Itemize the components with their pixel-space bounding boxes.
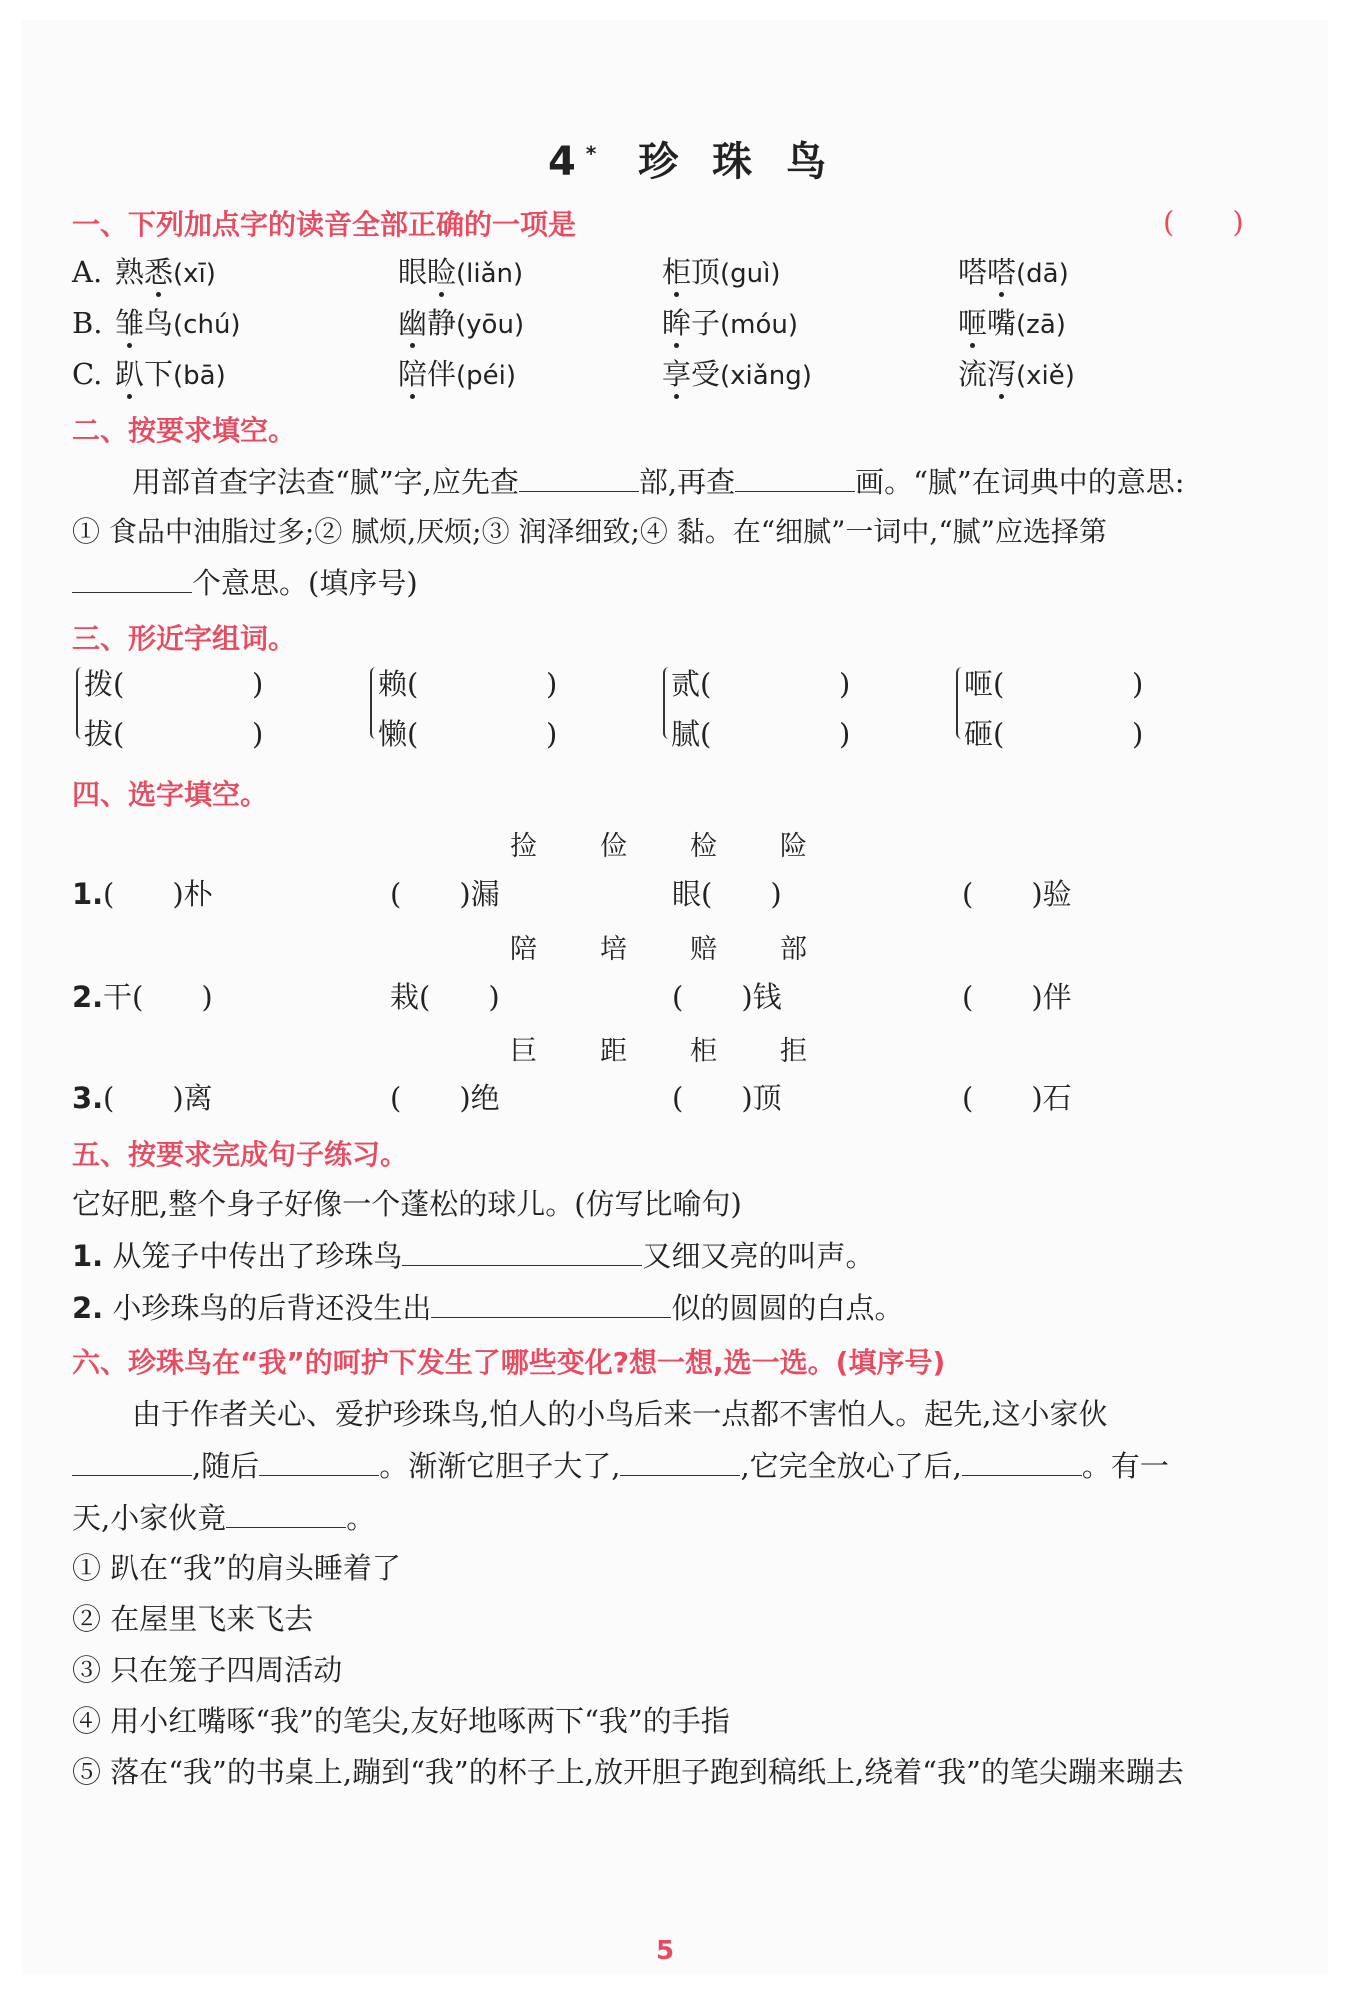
choice-char: 巨: [510, 1036, 537, 1067]
s6-text-e: 天,小家伙竟: [72, 1501, 227, 1535]
pinyin-option[interactable]: [958, 254, 1069, 292]
section-2-line-1: [132, 463, 1185, 500]
s6-blank-4[interactable]: [962, 1447, 1082, 1476]
word-blank[interactable]: [1026, 716, 1186, 752]
q2-blank[interactable]: [431, 1289, 671, 1318]
word-blank[interactable]: [1026, 666, 1186, 702]
fill-item[interactable]: ( )顶: [672, 1081, 782, 1115]
pinyin-option[interactable]: [662, 254, 781, 292]
similar-char-bottom: 砸(: [964, 717, 1005, 751]
word-char: 眼: [398, 255, 428, 289]
section-1-heading: 一、下列加点字的读音全部正确的一项是: [72, 208, 577, 241]
dotted-char: 眸: [662, 306, 692, 340]
dotted-char: 幽: [398, 306, 428, 340]
option-label: A.: [72, 255, 103, 289]
change-option: ② 在屋里飞来飞去: [72, 1602, 314, 1636]
s6-text-f: 。: [346, 1501, 376, 1535]
s6-text-b: 。渐渐它胆子大了,: [379, 1449, 621, 1483]
meaning-number-blank[interactable]: [72, 564, 192, 593]
similar-char-top: 咂(: [964, 667, 1005, 701]
word-char: 伴: [427, 357, 457, 391]
change-option: ④ 用小红嘴啄“我”的笔尖,友好地啄两下“我”的手指: [72, 1704, 730, 1738]
choice-char: 柜: [690, 1036, 717, 1067]
change-option: ① 趴在“我”的肩头睡着了: [72, 1551, 401, 1585]
q2-number: 2.: [72, 1291, 104, 1325]
similar-char-top: 拨(: [84, 667, 125, 701]
choice-char: 险: [780, 831, 807, 862]
pinyin: (xī): [173, 259, 216, 289]
choice-char: 陪: [510, 934, 537, 965]
lesson-name: 珍 珠 鸟: [638, 139, 837, 185]
similar-char-top: 贰(: [671, 667, 712, 701]
dotted-char: 泻: [987, 357, 1017, 391]
fill-item[interactable]: ( )朴: [103, 877, 213, 911]
fill-item[interactable]: 眼( ): [672, 877, 782, 911]
s6-paragraph-line-1: 由于作者关心、爱护珍珠鸟,怕人的小鸟后来一点都不害怕人。起先,这小家伙: [132, 1397, 1108, 1431]
pinyin-option[interactable]: [958, 356, 1075, 394]
fill-item[interactable]: ( )离: [103, 1081, 213, 1115]
close-paren: ): [546, 717, 558, 751]
pinyin-option[interactable]: [398, 356, 516, 394]
fill-item[interactable]: ( )石: [962, 1081, 1072, 1115]
sentence-question-2: [72, 1289, 903, 1326]
change-option: ⑤ 落在“我”的书桌上,蹦到“我”的杯子上,放开胆子跑到稿纸上,绕着“我”的笔尖蹦来蹦去: [72, 1755, 1184, 1789]
close-paren: ): [252, 717, 264, 751]
s2-text-b: 部,再查: [638, 465, 736, 499]
q2-text-b: 似的圆圆的白点。: [671, 1291, 904, 1325]
s6-blank-1[interactable]: [72, 1447, 192, 1476]
q2-text-a: 小珍珠鸟的后背还没生出: [112, 1291, 432, 1325]
close-paren: ): [839, 717, 851, 751]
s6-paragraph-line-2: [72, 1447, 1169, 1484]
q1-blank[interactable]: [402, 1237, 642, 1266]
pinyin: (dā): [1016, 259, 1069, 289]
s6-text-a: ,随后: [192, 1449, 260, 1483]
dotted-char: 睑: [427, 255, 457, 289]
s6-paragraph-line-3: [72, 1499, 375, 1536]
pinyin: (guì): [720, 259, 781, 289]
fill-item[interactable]: ( )伴: [962, 980, 1072, 1014]
word-blank[interactable]: [733, 716, 893, 752]
dotted-char: 享: [662, 357, 692, 391]
close-paren: ): [252, 667, 264, 701]
section-6-heading: 六、珍珠鸟在“我”的呵护下发生了哪些变化?想一想,选一选。(填序号): [72, 1346, 946, 1379]
dotted-char: 雏: [115, 306, 145, 340]
pinyin: (bā): [173, 361, 226, 391]
pinyin-option[interactable]: [398, 254, 523, 292]
q1-number: 1.: [72, 1239, 104, 1273]
section-5-heading: 五、按要求完成句子练习。: [72, 1138, 409, 1171]
sentence-question-1: [72, 1237, 874, 1274]
word-blank[interactable]: [146, 666, 306, 702]
dotted-char: 趴: [115, 357, 145, 391]
word-char: 顶: [691, 255, 721, 289]
change-option: ③ 只在笼子四周活动: [72, 1653, 343, 1687]
close-paren: ): [1132, 667, 1144, 701]
page-number: 5: [656, 1936, 675, 1966]
s2-text-c: 画。“腻”在词典中的意思:: [855, 465, 1185, 499]
close-paren: ): [839, 667, 851, 701]
word-char: 受: [691, 357, 721, 391]
pinyin: (xiǎng): [720, 361, 812, 391]
word-blank[interactable]: [146, 716, 306, 752]
choice-char: 赔: [690, 934, 717, 965]
dotted-char: 悉: [144, 255, 174, 289]
s2-text-a: 用部首查字法查“腻”字,应先查: [132, 465, 519, 499]
choice-char: 培: [600, 934, 627, 965]
example-sentence: 它好肥,整个身子好像一个蓬松的球儿。(仿写比喻句): [72, 1187, 742, 1221]
lesson-mark: *: [585, 141, 597, 166]
dotted-char: 嗒: [987, 255, 1017, 289]
dotted-char: 咂: [958, 306, 988, 340]
dotted-char: 柜: [662, 255, 692, 289]
choice-char: 检: [690, 831, 717, 862]
fill-item[interactable]: ( )验: [962, 877, 1072, 911]
fill-item[interactable]: ( )绝: [390, 1081, 500, 1115]
pinyin: (zā): [1016, 310, 1066, 340]
word-blank[interactable]: [733, 666, 893, 702]
pinyin-option[interactable]: [115, 356, 226, 394]
pinyin: (chú): [173, 310, 241, 340]
q1-text-a: 从笼子中传出了珍珠鸟: [112, 1239, 403, 1273]
choice-char: 俭: [600, 831, 627, 862]
similar-char-top: 赖(: [378, 667, 419, 701]
word-char: 嗒: [958, 255, 988, 289]
section-2-line-2: ① 食品中油脂过多;② 腻烦,厌烦;③ 润泽细致;④ 黏。在“细腻”一词中,“腻”应选择第: [72, 515, 1107, 548]
word-blank[interactable]: [440, 716, 600, 752]
choice-char: 捡: [510, 831, 537, 862]
word-blank[interactable]: [440, 666, 600, 702]
lesson-number: 4: [548, 139, 586, 185]
word-char: 下: [144, 357, 174, 391]
word-char: 子: [691, 306, 721, 340]
word-char: 流: [958, 357, 988, 391]
s6-text-d: 。有一: [1081, 1449, 1169, 1483]
section-4-heading: 四、选字填空。: [72, 778, 269, 811]
pinyin-option[interactable]: [115, 254, 216, 292]
group-number: 1.: [72, 877, 104, 911]
choice-char: 拒: [780, 1036, 807, 1067]
fill-item[interactable]: ( )漏: [390, 877, 500, 911]
stroke-count-blank[interactable]: [735, 463, 855, 492]
s2-text-d: 个意思。(填序号): [192, 566, 418, 600]
pinyin-option[interactable]: [662, 356, 812, 394]
word-char: 嘴: [987, 306, 1017, 340]
fill-item[interactable]: ( )钱: [672, 980, 782, 1014]
fill-item[interactable]: 栽( ): [390, 980, 500, 1014]
answer-paren[interactable]: ( ): [1163, 205, 1244, 239]
s6-blank-5[interactable]: [226, 1499, 346, 1528]
similar-char-bottom: 拔(: [84, 717, 125, 751]
section-3-heading: 三、形近字组词。: [72, 622, 297, 655]
fill-item[interactable]: 干( ): [103, 980, 213, 1014]
word-char: 鸟: [144, 306, 174, 340]
group-number: 2.: [72, 980, 104, 1014]
lesson-title: [548, 130, 836, 187]
word-char: 静: [427, 306, 457, 340]
close-paren: ): [1132, 717, 1144, 751]
s6-text-c: ,它完全放心了后,: [740, 1449, 962, 1483]
pinyin-option[interactable]: [662, 305, 798, 343]
pinyin: (liǎn): [456, 259, 524, 289]
close-paren: ): [546, 667, 558, 701]
dotted-char: 陪: [398, 357, 428, 391]
s6-blank-2[interactable]: [259, 1447, 379, 1476]
pinyin: (xiě): [1016, 361, 1075, 391]
option-label: B.: [72, 306, 103, 340]
radical-blank[interactable]: [519, 463, 639, 492]
pinyin-option[interactable]: [958, 305, 1066, 343]
pinyin: (móu): [720, 310, 799, 340]
choice-char: 距: [600, 1036, 627, 1067]
pinyin: (yōu): [456, 310, 525, 340]
pinyin-option[interactable]: [398, 305, 524, 343]
similar-char-bottom: 腻(: [671, 717, 712, 751]
option-label: C.: [72, 357, 103, 391]
section-2-line-3: [72, 564, 418, 601]
s6-blank-3[interactable]: [620, 1447, 740, 1476]
pinyin-option[interactable]: [115, 305, 241, 343]
similar-char-bottom: 懒(: [378, 717, 419, 751]
pinyin: (péi): [456, 361, 517, 391]
choice-char: 部: [780, 934, 807, 965]
section-2-heading: 二、按要求填空。: [72, 414, 297, 447]
q1-text-b: 又细又亮的叫声。: [642, 1239, 875, 1273]
word-char: 熟: [115, 255, 145, 289]
group-number: 3.: [72, 1081, 104, 1115]
